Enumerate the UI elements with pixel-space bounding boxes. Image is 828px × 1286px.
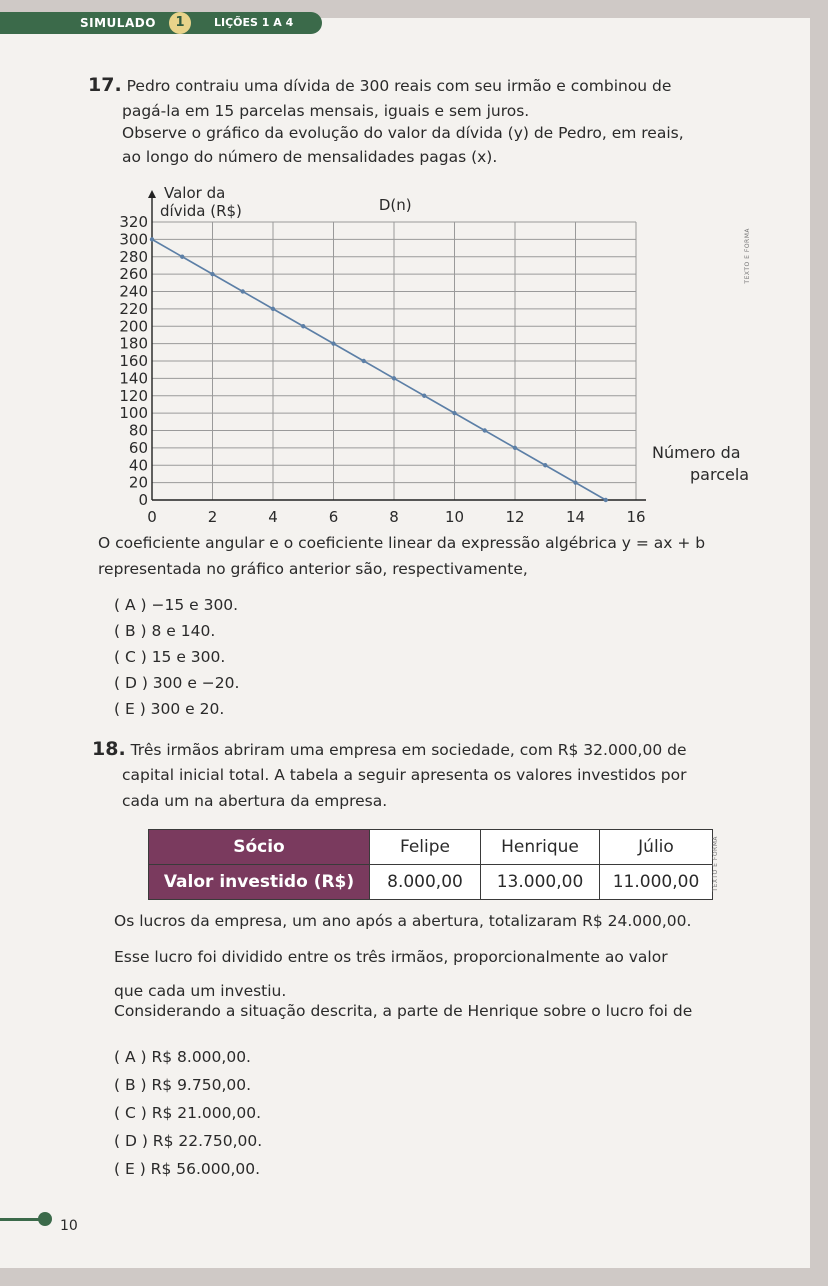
q17-option-d[interactable]: ( D ) 300 e −20. bbox=[114, 674, 240, 692]
q18-option-a[interactable]: ( A ) R$ 8.000,00. bbox=[114, 1048, 251, 1066]
table-header-cell: Sócio bbox=[149, 830, 370, 865]
q18-after-4: Considerando a situação descrita, a parte de Henrique sobre o lucro foi de bbox=[114, 1002, 693, 1020]
data-point bbox=[483, 428, 487, 432]
q18-number: 18. bbox=[92, 738, 126, 760]
x-tick-label: 4 bbox=[268, 508, 278, 526]
licoes-label: LIÇÕES 1 A 4 bbox=[214, 16, 294, 29]
data-point bbox=[604, 498, 608, 502]
footer-dot bbox=[38, 1212, 52, 1226]
data-point bbox=[331, 341, 335, 345]
q18-text-2: capital inicial total. A tabela a seguir apresenta os valores investidos por bbox=[122, 766, 687, 784]
y-tick-label: 220 bbox=[119, 299, 148, 318]
x-tick-label: 0 bbox=[147, 508, 157, 526]
q18-option-b[interactable]: ( B ) R$ 9.750,00. bbox=[114, 1076, 252, 1094]
table-cell: Henrique bbox=[481, 830, 600, 865]
table-cell: Felipe bbox=[370, 830, 481, 865]
table-header-row bbox=[149, 830, 713, 865]
data-point bbox=[392, 376, 396, 380]
x-tick-label: 12 bbox=[505, 508, 525, 526]
y-tick-label: 120 bbox=[119, 386, 148, 405]
y-tick-label: 200 bbox=[119, 317, 148, 336]
x-tick-label: 6 bbox=[328, 508, 339, 526]
q18-option-c[interactable]: ( C ) R$ 21.000,00. bbox=[114, 1104, 262, 1122]
side-credit-2: TEXTO E FORMA bbox=[712, 836, 719, 892]
y-tick-label: 40 bbox=[128, 456, 148, 475]
y-tick-label: 100 bbox=[119, 404, 148, 423]
simulado-number-badge: 1 bbox=[169, 12, 191, 34]
q18-after-1: Os lucros da empresa, um ano após a abertura, totalizaram R$ 24.000,00. bbox=[114, 912, 692, 930]
q17-text-2: pagá-la em 15 parcelas mensais, iguais e sem juros. bbox=[122, 102, 530, 120]
table-cell: 13.000,00 bbox=[481, 865, 600, 900]
y-tick-label: 300 bbox=[119, 230, 148, 249]
q18-text-3: cada um na abertura da empresa. bbox=[122, 792, 388, 810]
data-point bbox=[573, 480, 577, 484]
y-axis-label-line1: Valor da bbox=[164, 184, 226, 202]
debt-chart bbox=[100, 170, 780, 530]
x-tick-label: 10 bbox=[444, 508, 465, 526]
y-tick-label: 240 bbox=[119, 282, 148, 301]
data-point bbox=[210, 272, 214, 276]
q18-text-1: Três irmãos abriram uma empresa em sociedade, com R$ 32.000,00 de bbox=[130, 741, 687, 759]
q18-after-3: que cada um investiu. bbox=[114, 982, 287, 1000]
side-credit-1: TEXTO E FORMA bbox=[744, 228, 751, 284]
q17-option-c[interactable]: ( C ) 15 e 300. bbox=[114, 648, 226, 666]
page-number: 10 bbox=[60, 1218, 78, 1234]
q17-option-e[interactable]: ( E ) 300 e 20. bbox=[114, 700, 225, 718]
x-tick-label: 14 bbox=[565, 508, 586, 526]
chart-title: D(n) bbox=[378, 196, 412, 214]
data-point bbox=[543, 463, 547, 467]
x-axis-label-line1: Número da bbox=[652, 443, 741, 462]
y-tick-label: 60 bbox=[128, 438, 148, 457]
table-cell: 8.000,00 bbox=[370, 865, 481, 900]
data-point bbox=[241, 289, 245, 293]
data-point bbox=[271, 307, 275, 311]
q18-option-e[interactable]: ( E ) R$ 56.000,00. bbox=[114, 1160, 261, 1178]
data-point bbox=[422, 394, 426, 398]
q17-text-1: Pedro contraiu uma dívida de 300 reais com seu irmão e combinou de bbox=[126, 77, 672, 95]
data-point bbox=[180, 255, 184, 259]
data-point bbox=[452, 411, 456, 415]
y-tick-label: 260 bbox=[119, 265, 148, 284]
table-header-cell: Valor investido (R$) bbox=[149, 865, 370, 900]
y-axis-label-line2: dívida (R$) bbox=[160, 202, 242, 220]
y-tick-label: 280 bbox=[119, 247, 148, 266]
table-cell: Júlio bbox=[600, 830, 713, 865]
investment-table bbox=[148, 829, 713, 900]
section-header bbox=[0, 12, 322, 34]
q17-option-a[interactable]: ( A ) −15 e 300. bbox=[114, 596, 239, 614]
y-tick-label: 0 bbox=[138, 491, 148, 509]
y-tick-label: 80 bbox=[128, 421, 148, 440]
y-tick-label: 160 bbox=[119, 352, 148, 370]
table-cell: 11.000,00 bbox=[600, 865, 713, 900]
q17-line1 bbox=[88, 74, 671, 97]
simulado-label: SIMULADO bbox=[80, 16, 156, 30]
series-line bbox=[152, 239, 606, 500]
q17-text-3: Observe o gráfico da evolução do valor da dívida (y) de Pedro, em reais, bbox=[122, 124, 684, 142]
q17-option-b[interactable]: ( B ) 8 e 140. bbox=[114, 622, 216, 640]
x-tick-label: 16 bbox=[626, 508, 646, 526]
q17-text-4: ao longo do número de mensalidades pagas (x). bbox=[122, 148, 498, 166]
data-point bbox=[301, 324, 305, 328]
y-tick-label: 320 bbox=[119, 213, 148, 231]
q18-after-2: Esse lucro foi dividido entre os três irmãos, proporcionalmente ao valor bbox=[114, 948, 668, 966]
q17-after-2: representada no gráfico anterior são, respectivamente, bbox=[98, 560, 528, 578]
y-axis-arrow bbox=[148, 190, 156, 198]
table-row bbox=[149, 865, 713, 900]
q18-line1 bbox=[92, 738, 687, 761]
data-point bbox=[513, 446, 517, 450]
q17-after-1: O coeficiente angular e o coeficiente linear da expressão algébrica y = ax + b bbox=[98, 534, 706, 552]
x-axis-label-line2: parcela bbox=[690, 465, 750, 484]
x-tick-label: 8 bbox=[389, 508, 399, 526]
q17-number: 17. bbox=[88, 74, 122, 96]
data-point bbox=[362, 359, 366, 363]
y-tick-label: 140 bbox=[119, 369, 148, 388]
y-tick-label: 20 bbox=[128, 473, 148, 492]
x-tick-label: 2 bbox=[207, 508, 218, 526]
data-point bbox=[150, 237, 154, 241]
q18-option-d[interactable]: ( D ) R$ 22.750,00. bbox=[114, 1132, 263, 1150]
y-tick-label: 180 bbox=[119, 334, 148, 353]
